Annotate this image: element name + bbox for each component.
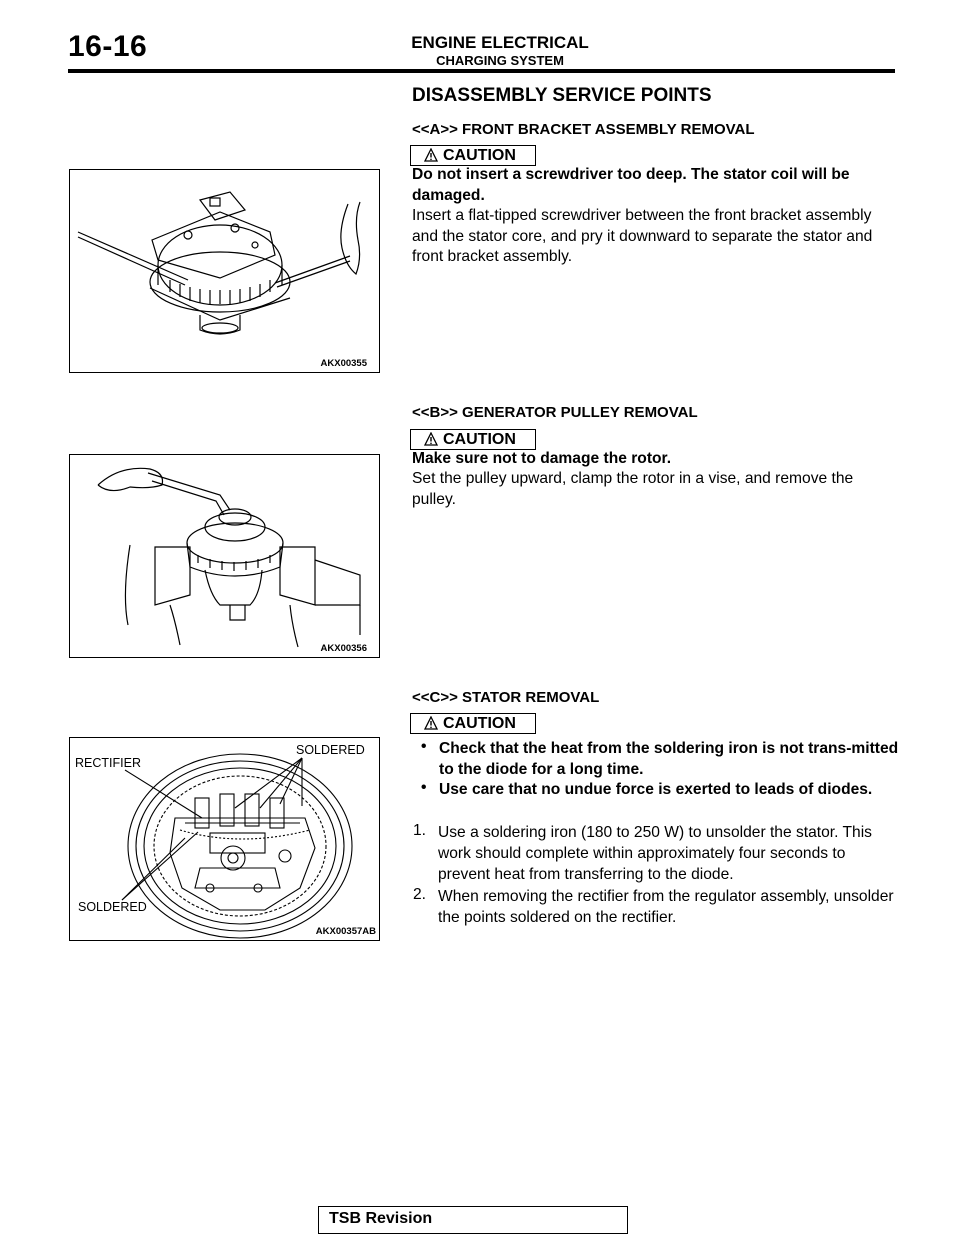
procedure-text: Set the pulley upward, clamp the rotor in a vise, and remove the pulley. — [412, 470, 854, 508]
caution-label: CAUTION — [443, 147, 516, 164]
caution-text: Do not insert a screwdriver too deep. The stator coil will be damaged. — [412, 166, 850, 204]
caution-box — [410, 145, 536, 166]
subheading-front-bracket: <<A>> FRONT BRACKET ASSEMBLY REMOVAL — [412, 121, 755, 138]
step-number: 1. — [413, 822, 427, 839]
bullet-glyph: • — [421, 779, 427, 796]
bullet-glyph: • — [421, 738, 427, 755]
figure-stator-removal — [69, 737, 380, 941]
soldered-label: SOLDERED — [296, 743, 365, 757]
caution-box — [410, 713, 536, 734]
figure-pulley-removal — [69, 454, 380, 658]
caution-label: CAUTION — [443, 715, 516, 732]
procedure-step: When removing the rectifier from the regulator assembly, unsolder the points soldered on the rectifier. — [438, 888, 894, 926]
page-number: 16-16 — [68, 30, 148, 63]
page-heading: DISASSEMBLY SERVICE POINTS — [412, 85, 712, 106]
subheading-pulley-removal: <<B>> GENERATOR PULLEY REMOVAL — [412, 404, 698, 421]
header-rule — [68, 69, 895, 73]
warning-icon — [424, 432, 438, 446]
figure-code: AKX00357AB — [315, 926, 376, 937]
soldered-label: SOLDERED — [78, 900, 147, 914]
section-title: ENGINE ELECTRICAL — [411, 33, 589, 52]
warning-icon — [424, 716, 438, 730]
step-number: 2. — [413, 886, 427, 903]
rectifier-label: RECTIFIER — [75, 756, 141, 770]
caution-box — [410, 429, 536, 450]
section-subtitle: CHARGING SYSTEM — [436, 53, 564, 68]
figure-code: AKX00355 — [320, 358, 367, 369]
tsb-revision-box — [318, 1206, 628, 1234]
figure-front-bracket-removal — [69, 169, 380, 373]
figure-code: AKX00356 — [320, 643, 367, 654]
procedure-text: Insert a flat-tipped screwdriver between the front bracket assembly and the stator core, and pry it downward to separate the stator and front bracket assembly. — [412, 207, 873, 265]
caution-text: Make sure not to damage the rotor. — [412, 450, 672, 467]
warning-icon — [424, 148, 438, 162]
alternator-screwdriver-drawing — [70, 170, 379, 372]
subheading-stator-removal: <<C>> STATOR REMOVAL — [412, 689, 600, 706]
tsb-revision-label: TSB Revision — [329, 1210, 433, 1227]
pulley-vise-drawing — [70, 455, 379, 657]
procedure-step: Use a soldering iron (180 to 250 W) to unsolder the stator. This work should complete within approximately four seconds to prevent heat from transferring to the diode. — [438, 824, 872, 883]
caution-bullet: Check that the heat from the soldering iron is not trans-mitted to the diode for a long time. — [439, 740, 899, 778]
caution-bullet: Use care that no undue force is exerted to leads of diodes. — [439, 781, 873, 798]
caution-label: CAUTION — [443, 431, 516, 448]
